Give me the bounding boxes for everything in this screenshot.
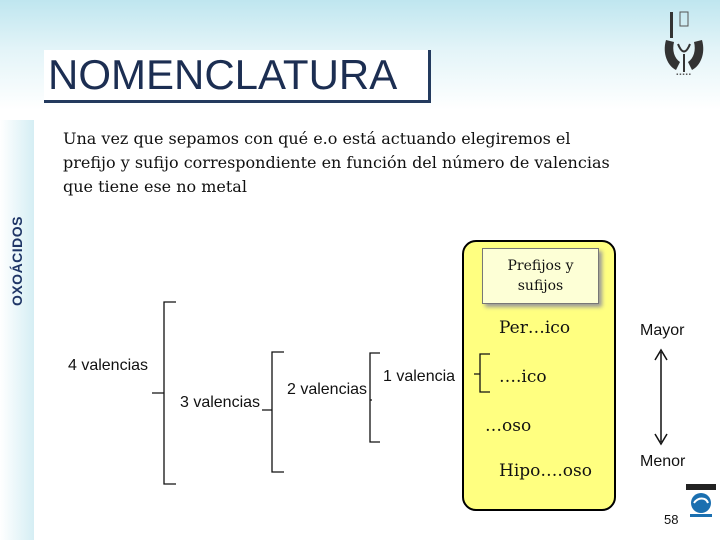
bracket-two (370, 353, 380, 442)
valence-three: 3 valencias (179, 394, 261, 411)
bracket-three (262, 352, 284, 472)
side-label: OXOÁCIDOS (9, 215, 25, 307)
bracket-one (474, 354, 490, 392)
valence-one: 1 valencia (383, 368, 456, 385)
scale-arrow (655, 350, 667, 444)
logo-caption-icon: ▪▪▪▪▪ (676, 72, 692, 78)
slide-number: 58 (664, 512, 679, 527)
page-title: NOMENCLATURA (48, 51, 398, 98)
scale-mayor: Mayor (640, 322, 685, 339)
intro-text: Una vez que sepamos con qué e.o está actuando elegiremos el prefijo y sufijo correspondiente en función del número de valencias que tiene ese no metal (63, 129, 610, 196)
affix-per-ico: Per…ico (499, 318, 571, 338)
valence-four: 4 valencias (67, 357, 149, 374)
valence-two: 2 valencias (286, 381, 368, 398)
affix-header: Prefijos y sufijos (482, 248, 599, 304)
bracket-four (152, 302, 176, 484)
scale-menor: Menor (640, 453, 686, 470)
affix-ico: ….ico (499, 367, 547, 387)
affix-hipo-oso: Hipo….oso (499, 461, 592, 481)
ministry-logo-icon (686, 484, 716, 518)
affix-oso: …oso (485, 416, 532, 436)
